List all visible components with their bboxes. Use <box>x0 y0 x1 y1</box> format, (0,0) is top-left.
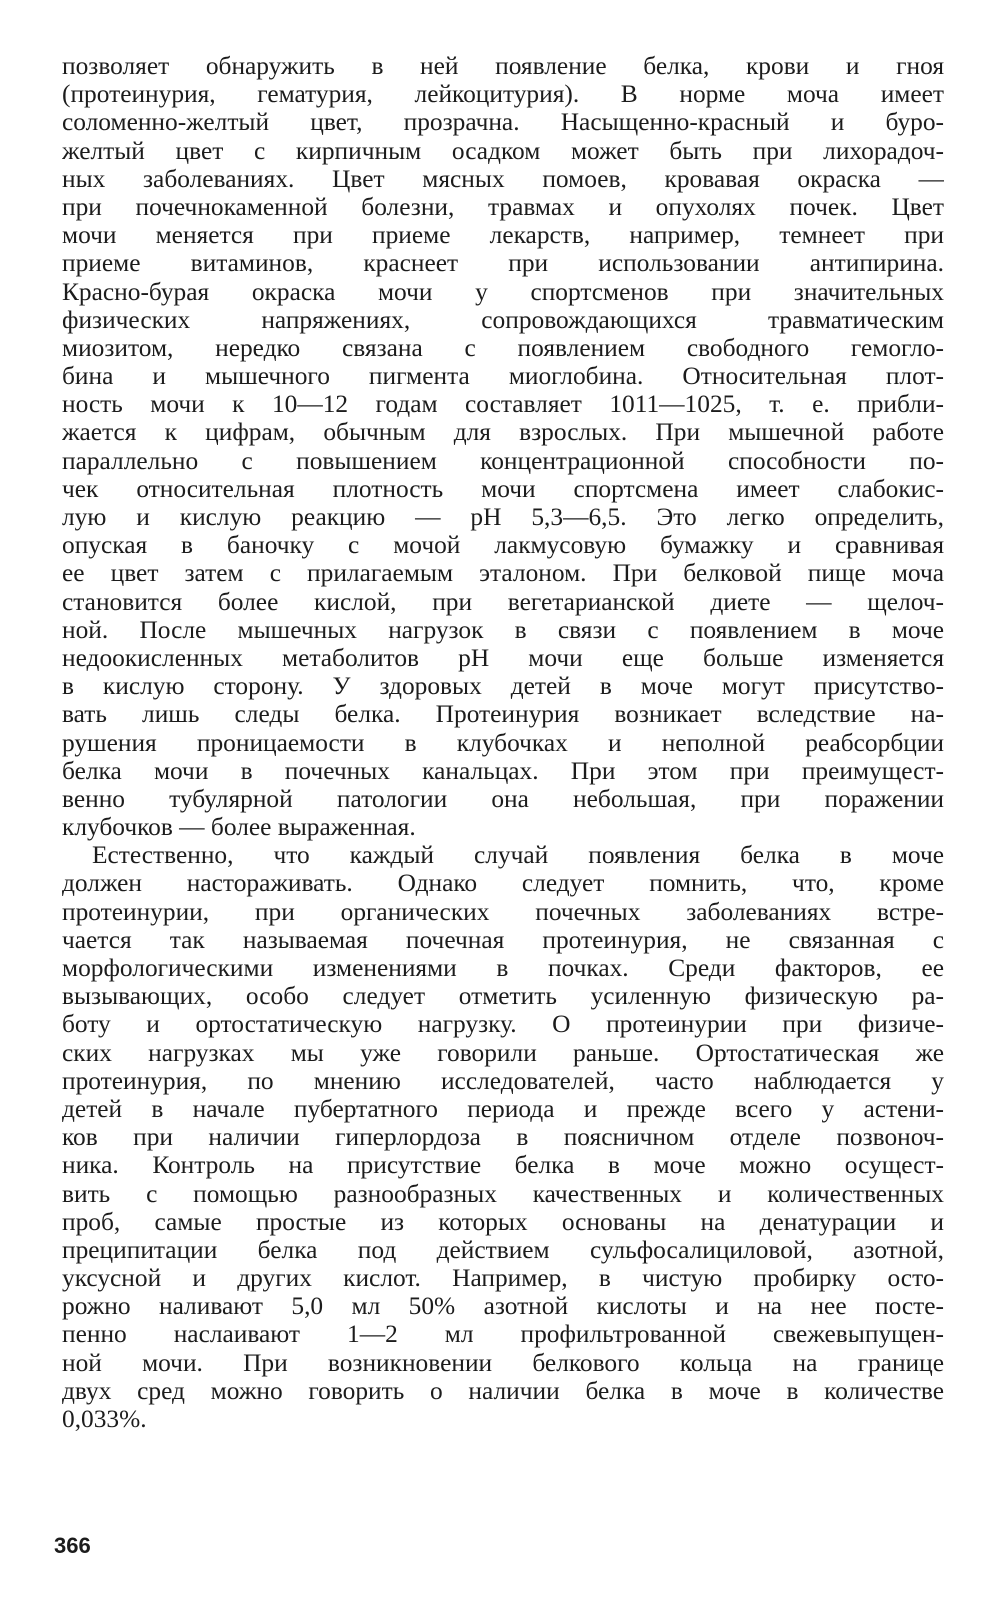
text-line: физических напряжениях, сопровождающихся травматическим <box>62 305 944 334</box>
text-line: ника. Контроль на присутствие белка в моче можно осущест- <box>62 1151 944 1180</box>
text-line: должен настораживать. Однако следует помнить, что, кроме <box>62 869 944 898</box>
text-line: вить с помощью разнообразных качественных и количественных <box>62 1179 944 1208</box>
text-line: бина и мышечного пигмента миоглобина. Относительная плот- <box>62 362 944 391</box>
text-line: протеинурия, по мнению исследователей, часто наблюдается у <box>62 1066 944 1095</box>
text-line: ских нагрузках мы уже говорили раньше. Ортостатическая же <box>62 1038 944 1067</box>
text-line: рушения проницаемости в клубочках и неполной реабсорбции <box>62 728 944 757</box>
text-line: становится более кислой, при вегетарианской диете — щелоч- <box>62 587 944 616</box>
text-line: ной. После мышечных нагрузок в связи с появлением в моче <box>62 615 944 644</box>
text-line: пенно наслаивают 1—2 мл профильтрованной свежевыпущен- <box>62 1320 944 1349</box>
text-line: преципитации белка под действием сульфосалициловой, азотной, <box>62 1235 944 1264</box>
text-line: Естественно, что каждый случай появления белка в моче <box>92 841 944 870</box>
text-line: морфологическими изменениями в почках. Среди факторов, ее <box>62 954 944 982</box>
text-line: вызывающих, особо следует отметить усиленную физическую ра- <box>62 982 944 1011</box>
text-line: недоокисленных метаболитов pH мочи еще больше изменяется <box>62 643 944 672</box>
text-line: вать лишь следы белка. Протеинурия возникает вследствие на- <box>62 700 944 729</box>
text-line: детей в начале пубертатного периода и прежде всего у астени- <box>62 1094 944 1123</box>
text-line: двух сред можно говорить о наличии белка в моче в количестве <box>62 1376 944 1405</box>
text-line: (протеинурия, гематурия, лейкоцитурия). В норме моча имеет <box>62 80 944 109</box>
text-line: боту и ортостатическую нагрузку. О протеинурии при физиче- <box>62 1010 944 1039</box>
text-line: опуская в баночку с мочой лакмусовую бумажку и сравнивая <box>62 531 944 560</box>
text-line: соломенно-желтый цвет, прозрачна. Насыщенно-красный и буро- <box>62 108 944 137</box>
text-line: желтый цвет с кирпичным осадком может быть при лихорадоч- <box>62 136 944 165</box>
text-line: позволяет обнаружить в ней появление белка, крови и гноя <box>62 52 944 80</box>
page-text <box>62 52 944 1433</box>
text-line: чек относительная плотность мочи спортсмена имеет слабокис- <box>62 474 944 503</box>
text-line: ность мочи к 10—12 годам составляет 1011—1025, т. е. прибли- <box>62 390 944 419</box>
page-number: 366 <box>54 1533 91 1558</box>
text-line: при почечнокаменной болезни, травмах и опухолях почек. Цвет <box>62 192 944 221</box>
text-line: рожно наливают 5,0 мл 50% азотной кислоты и на нее посте- <box>62 1292 944 1321</box>
text-line: клубочков — более выраженная. <box>62 813 416 842</box>
text-line: миозитом, нередко связана с появлением свободного гемогло- <box>62 333 944 362</box>
text-line: белка мочи в почечных канальцах. При этом при преимущест- <box>62 756 944 785</box>
text-line: ных заболеваниях. Цвет мясных помоев, кровавая окраска — <box>62 164 944 193</box>
text-line: протеинурии, при органических почечных заболеваниях встре- <box>62 897 944 926</box>
text-line: в кислую сторону. У здоровых детей в моче могут присутство- <box>62 672 944 701</box>
text-line: чается так называемая почечная протеинурия, не связанная с <box>62 925 944 954</box>
text-line: жается к цифрам, обычным для взрослых. При мышечной работе <box>62 418 944 447</box>
text-line: параллельно с повышением концентрационной способности по- <box>62 446 944 475</box>
text-line: приеме витаминов, краснеет при использовании антипирина. <box>62 249 944 278</box>
text-line: ее цвет затем с прилагаемым эталоном. При белковой пище моча <box>62 559 944 588</box>
text-line: ной мочи. При возникновении белкового кольца на границе <box>62 1348 944 1377</box>
text-line: ков при наличии гиперлордоза в поясничном отделе позвоноч- <box>62 1123 944 1152</box>
paragraph-1 <box>62 52 944 841</box>
text-line: проб, самые простые из которых основаны на денатурации и <box>62 1207 944 1236</box>
text-line: мочи меняется при приеме лекарств, например, темнеет при <box>62 221 944 250</box>
text-line: лую и кислую реакцию — pH 5,3—6,5. Это легко определить, <box>62 503 944 531</box>
text-line: венно тубулярной патологии она небольшая, при поражении <box>62 784 944 813</box>
text-line: 0,033%. <box>62 1405 147 1433</box>
text-line: Красно-бурая окраска мочи у спортсменов при значительных <box>62 277 944 306</box>
paragraph-2 <box>62 841 944 1433</box>
text-line: уксусной и других кислот. Например, в чистую пробирку осто- <box>62 1264 944 1293</box>
